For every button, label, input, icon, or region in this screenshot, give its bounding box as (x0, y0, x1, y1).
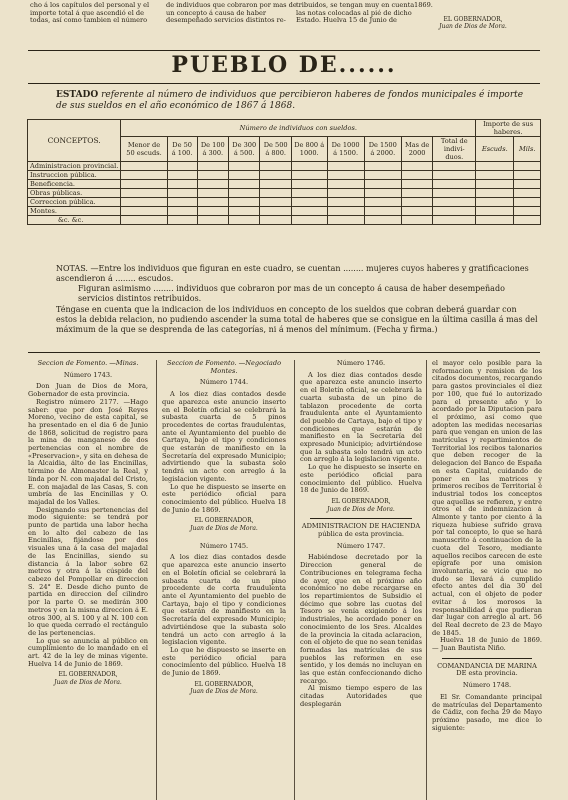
rule-before-columns (28, 352, 540, 353)
row-label: Administracion provincial. (28, 162, 121, 171)
row-label: Montes. (28, 207, 121, 216)
importe-header: Importe de sus haberes. (476, 120, 541, 137)
notice-number: Número 1747. (336, 541, 386, 550)
section-heading: COMANDANCIA DE MARINA DE esta provincia. (437, 661, 537, 678)
col-header: De 500 á 800. (260, 137, 291, 162)
notice-number: Número 1748. (462, 681, 512, 690)
col-header-mils: Mils. (514, 137, 541, 162)
row-label: Beneficencia. (28, 180, 121, 189)
signature (162, 681, 286, 696)
row-label: &c. &c. (28, 216, 121, 225)
signature-role: EL GOBERNADOR, (194, 517, 254, 525)
column-2 (162, 360, 286, 696)
paragraph: Registro número 2177. —Hago saber: que por don José Reyes Moreno, vecino de esta capital, se ha presentado en el dia 6 de Junio de 1868, solicitud de registro para la mina de manganeso de dos pertenencias con el nombre de «Preservacion», y sita en dehesa de la Alcaidia, álto de las Encinillas, término de Almonaster la Real, y linda por N. con majadal del Cristo, E. con majadal de las Casas, S. con umbría de las Encinillas y O. majadal de los Valles. (28, 397, 148, 506)
estado-table (27, 119, 541, 225)
paragraph: el mayor celo posible para la reformacion y remision de los citados documentos, recargando para gastos provinciales el diez por 100, que fué lo autorizado para el presente año y lo acordado por la Diputacion para el próximo, así como que adopten las medidas necesarias para que vengan en union de las matrículas y repartimientos de Territorial los recibos talonarios que deben recoger de la delegacion del Banco de España en esta Capital, cuidando de poner en las matrices y primeros recibos de Territorial é industrial todos los conceptos que aquellas se refieren, y entre otros el de indemnizacion á Almonte y tanto por ciento á la riqueza hubiese sufrido grava por tal concepto, lo que se hará manuscrito á continuacion de la cuota del Tesoro, mediante aquellos recibos carecen de este epígrafe por una omision involuntaria, se vicio que no dudo se llevará á cumplido efecto antes del dia 30 del actual, con el objeto de poder evitar á los morosos la responsabilidad á que pudieran dar lugar con arreglo al art. 56 del Real decreto de 23 de Mayo de 1845. (432, 359, 542, 637)
col-header: De 50 á 100. (167, 137, 197, 162)
paragraph: Lo que he dispuesto se inserte en este periódico oficial para conocimiento del público. Huelva 18 de Junio de 1869. (162, 645, 286, 678)
signature-name: Juan de Dios de Mora. (54, 679, 122, 687)
table-row (28, 207, 541, 216)
estado-lead: ESTADO (56, 90, 99, 100)
signature-role: EL GOBERNADOR, (331, 497, 391, 505)
signature (28, 671, 148, 686)
section-heading: ADMINISTRACION DE HACIENDA pública de esta provincia. (301, 522, 421, 539)
table-row (28, 198, 541, 207)
col-header: De 100 á 300. (197, 137, 228, 162)
signature-role: EL GOBERNADOR, (194, 680, 254, 688)
col-header: De 1500 á 2000. (364, 137, 401, 162)
signature-name: Juan de Dios de Mora. (190, 525, 258, 533)
paragraph: Don Juan de Dios de Mora, Gobernador de esta provincia. (28, 382, 148, 399)
table-row (28, 189, 541, 198)
divider (310, 518, 412, 519)
paragraph: A los diez dias contados desde que aparezca este anuncio inserto en el Boletín oficial se celebrará la subasta cuarta de un pino procedente de corta fraudulenta ante el Ayuntamiento del pueblo de Cartaya, bajo el tipo y condiciones que estarán de manifiesto en la Secretaría del expresado Municipio; advirtiéndose que la subasta solo tendrá un acto con arreglo á la legislacion vigente. (162, 553, 286, 647)
top-col-1: cho á los capítulos del personal y el importe total á que ascendió el de todas, así como tambien el número (30, 1, 150, 25)
col-header: De 800 á 1000. (291, 137, 327, 162)
notice-number: Número 1744. (199, 378, 249, 387)
notas (56, 264, 540, 304)
paragraph: Habiéndose decretado por la Direccion general de Contribuciones en telegrama fecha de ayer, que en el próximo año económico no debe recargarse en los repartimientos de Subsidio el décimo que sobre las cuotas del Tesoro se venía exigiendo á los industriales, he acordado poner en conocimiento de los Sres. Alcaldes de la provincia la citada aclaracion, con el objeto de que no sean tenidas formadas las matrículas de sus pueblos las reformen en ese sentido, y los demás no incluyan en las que están confeccionando dicho recargo. (300, 553, 422, 685)
col-header: Mas de 2000 (401, 137, 432, 162)
article-columns (28, 360, 540, 800)
rule-under-title (28, 83, 540, 84)
page-title: PUEBLO DE...... (171, 52, 397, 78)
top-col-3: tribuidos, se tengan muy en cuenta las notas colocadas al pié de dicho Estado. Huelva 15 de Junio de (296, 1, 415, 25)
section-heading: Seccion de Fomento. —Negociado Montes. (166, 359, 282, 375)
row-label: Instruccion pública. (28, 171, 121, 180)
row-label: Correccion pública. (28, 198, 121, 207)
table-row (28, 162, 541, 171)
paragraph: Lo que he dispuesto se inserte en este periódico oficial para conocimiento del público. Huelva 18 de Junio de 1869. (300, 463, 422, 495)
table-row (28, 180, 541, 189)
col-header: Menor de 50 escuds. (121, 137, 167, 162)
row-label: Obras públicas. (28, 189, 121, 198)
notas-line-2: Figuran asimismo ........ individuos que cobraron por mas de un concepto á causa de haber desempeñado servicios distintos retribuidos. (78, 284, 505, 303)
tengase-paragraph: Téngase en cuenta que la indicacion de los individuos en concepto de los sueldos que cobran deberá guardar con estos la debida relacion, no pudiendo ascender la suma total de haberes que se consigue en la última casilla á mas del máximum de la que se desprenda de las categorías, ni á menos del mínimum. (Fecha y firma.) (56, 305, 538, 334)
paragraph: A los diez dias contados desde que aparezca este anuncio inserto en el Boletín oficial se celebrará la subasta cuarta de 5 pinos procedentes de cortas fraudulentas, ante el Ayuntamiento del pueblo de Cartaya, bajo el tipo y condiciones que estarán de manifiesto en la Secretaría del expresado Municipio; advirtiendo que la subasta solo tendrá un acto con arreglo á la legislacion vigente. (162, 390, 286, 483)
estado-text: referente al número de individuos que percibieron haberes de fondos municipales é importe de sus sueldos en el año económico de 1867 á 1868. (56, 90, 524, 111)
paragraph: Lo que he dispuesto se inserte en este periódico oficial para conocimiento del público. Huelva 18 de Junio de 1869. (162, 482, 286, 514)
col-header: De 1000 á 1500. (327, 137, 364, 162)
table-row (28, 171, 541, 180)
top-signature-name: Juan de Dios de Mora. (439, 23, 507, 31)
top-year: 1869. (414, 1, 433, 9)
section-heading: Seccion de Fomento. —Minas. (37, 359, 139, 367)
group-header: Número de individuos con sueldos. (121, 120, 476, 137)
paragraph: Lo que se anuncia al público en cumplimiento de lo mandado en el art. 42 de la ley de minas vigente. Huelva 14 de Junio de 1869. (28, 636, 148, 668)
paragraph: Designando sus pertenencias del modo siguiente: se tendrá por punto de partida una labor hecha en lo alto del cabezo de las Encinillas, fijándose por dos visuales una á la casa del majadal de las Encinillas, siendo su distancia á la labor sobre 62 metros y otra á la cúspide del cabezo del Pompollar en direccion S. 24° E. Desde dicho punto de partida en direccion del cilindro por la parte O. se medirán 300 metros y en la misma direccion á E. otros 300, al S. 100 y al N. 100 con lo que queda cerrado el rectángulo de las pertenencias. (28, 505, 148, 637)
signature (162, 517, 286, 532)
column-1 (28, 360, 148, 687)
rule-top (28, 50, 540, 51)
notice-number: Número 1746. (336, 359, 386, 367)
column-4 (432, 360, 542, 732)
top-signature-role: EL GOBERNADOR, (443, 15, 503, 23)
estado-heading (56, 90, 536, 112)
notas-line-1: NOTAS. —Entre los individuos que figuran en este cuadro, se cuentan ........ mujeres cuyos haberes y gratificaciones ascendieron á ........ escudos. (56, 264, 529, 283)
paragraph: Al mismo tiempo espero de las citadas Autoridades que desplegarán (300, 684, 422, 708)
top-signature (406, 16, 540, 31)
col-header: De 300 á 500. (229, 137, 260, 162)
signature-role: EL GOBERNADOR, (58, 671, 118, 679)
table-row (28, 216, 541, 225)
divider (442, 658, 532, 659)
concepts-header: CONCEPTOS. (28, 120, 121, 162)
signature-name: Juan de Dios de Mora. (190, 688, 258, 696)
notice-number: Número 1743. (63, 370, 113, 379)
top-col-4 (406, 2, 540, 31)
top-col-2: de individuos que cobraron por mas de un concepto á causa de haber desempeñado servicios distintos re- (166, 1, 297, 25)
top-continuation (30, 2, 540, 50)
paragraph: A los diez dias contados desde que aparezca este anuncio inserto en el Boletín oficial, se celebrará la cuarta subasta de un pino de tablazon procedente de corta fraudulenta ante el Ayuntamiento del pueblo de Cartaya, bajo el tipo y condiciones que estarán de manifiesto en la Secretaría del expresado Municipio; advirtiéndose que la subasta solo tendrá un acto con arreglo á la legislacion vigente. (300, 370, 422, 464)
notice-number: Número 1745. (199, 541, 249, 550)
col-header-escudos: Escuds. (476, 137, 514, 162)
paragraph: El Sr. Comandante principal de matrículas del Departamento de Cádiz, con fecha 29 de Mayo próximo pasado, me dice lo siguiente: (432, 692, 542, 732)
col-header: Total de indivi-duos. (433, 137, 476, 162)
column-3 (300, 360, 422, 709)
paragraph: Huelva 18 de Junio de 1869. — Juan Bautista Niño. (432, 636, 542, 653)
signature (300, 498, 422, 513)
signature-name: Juan de Dios de Mora. (327, 505, 395, 513)
